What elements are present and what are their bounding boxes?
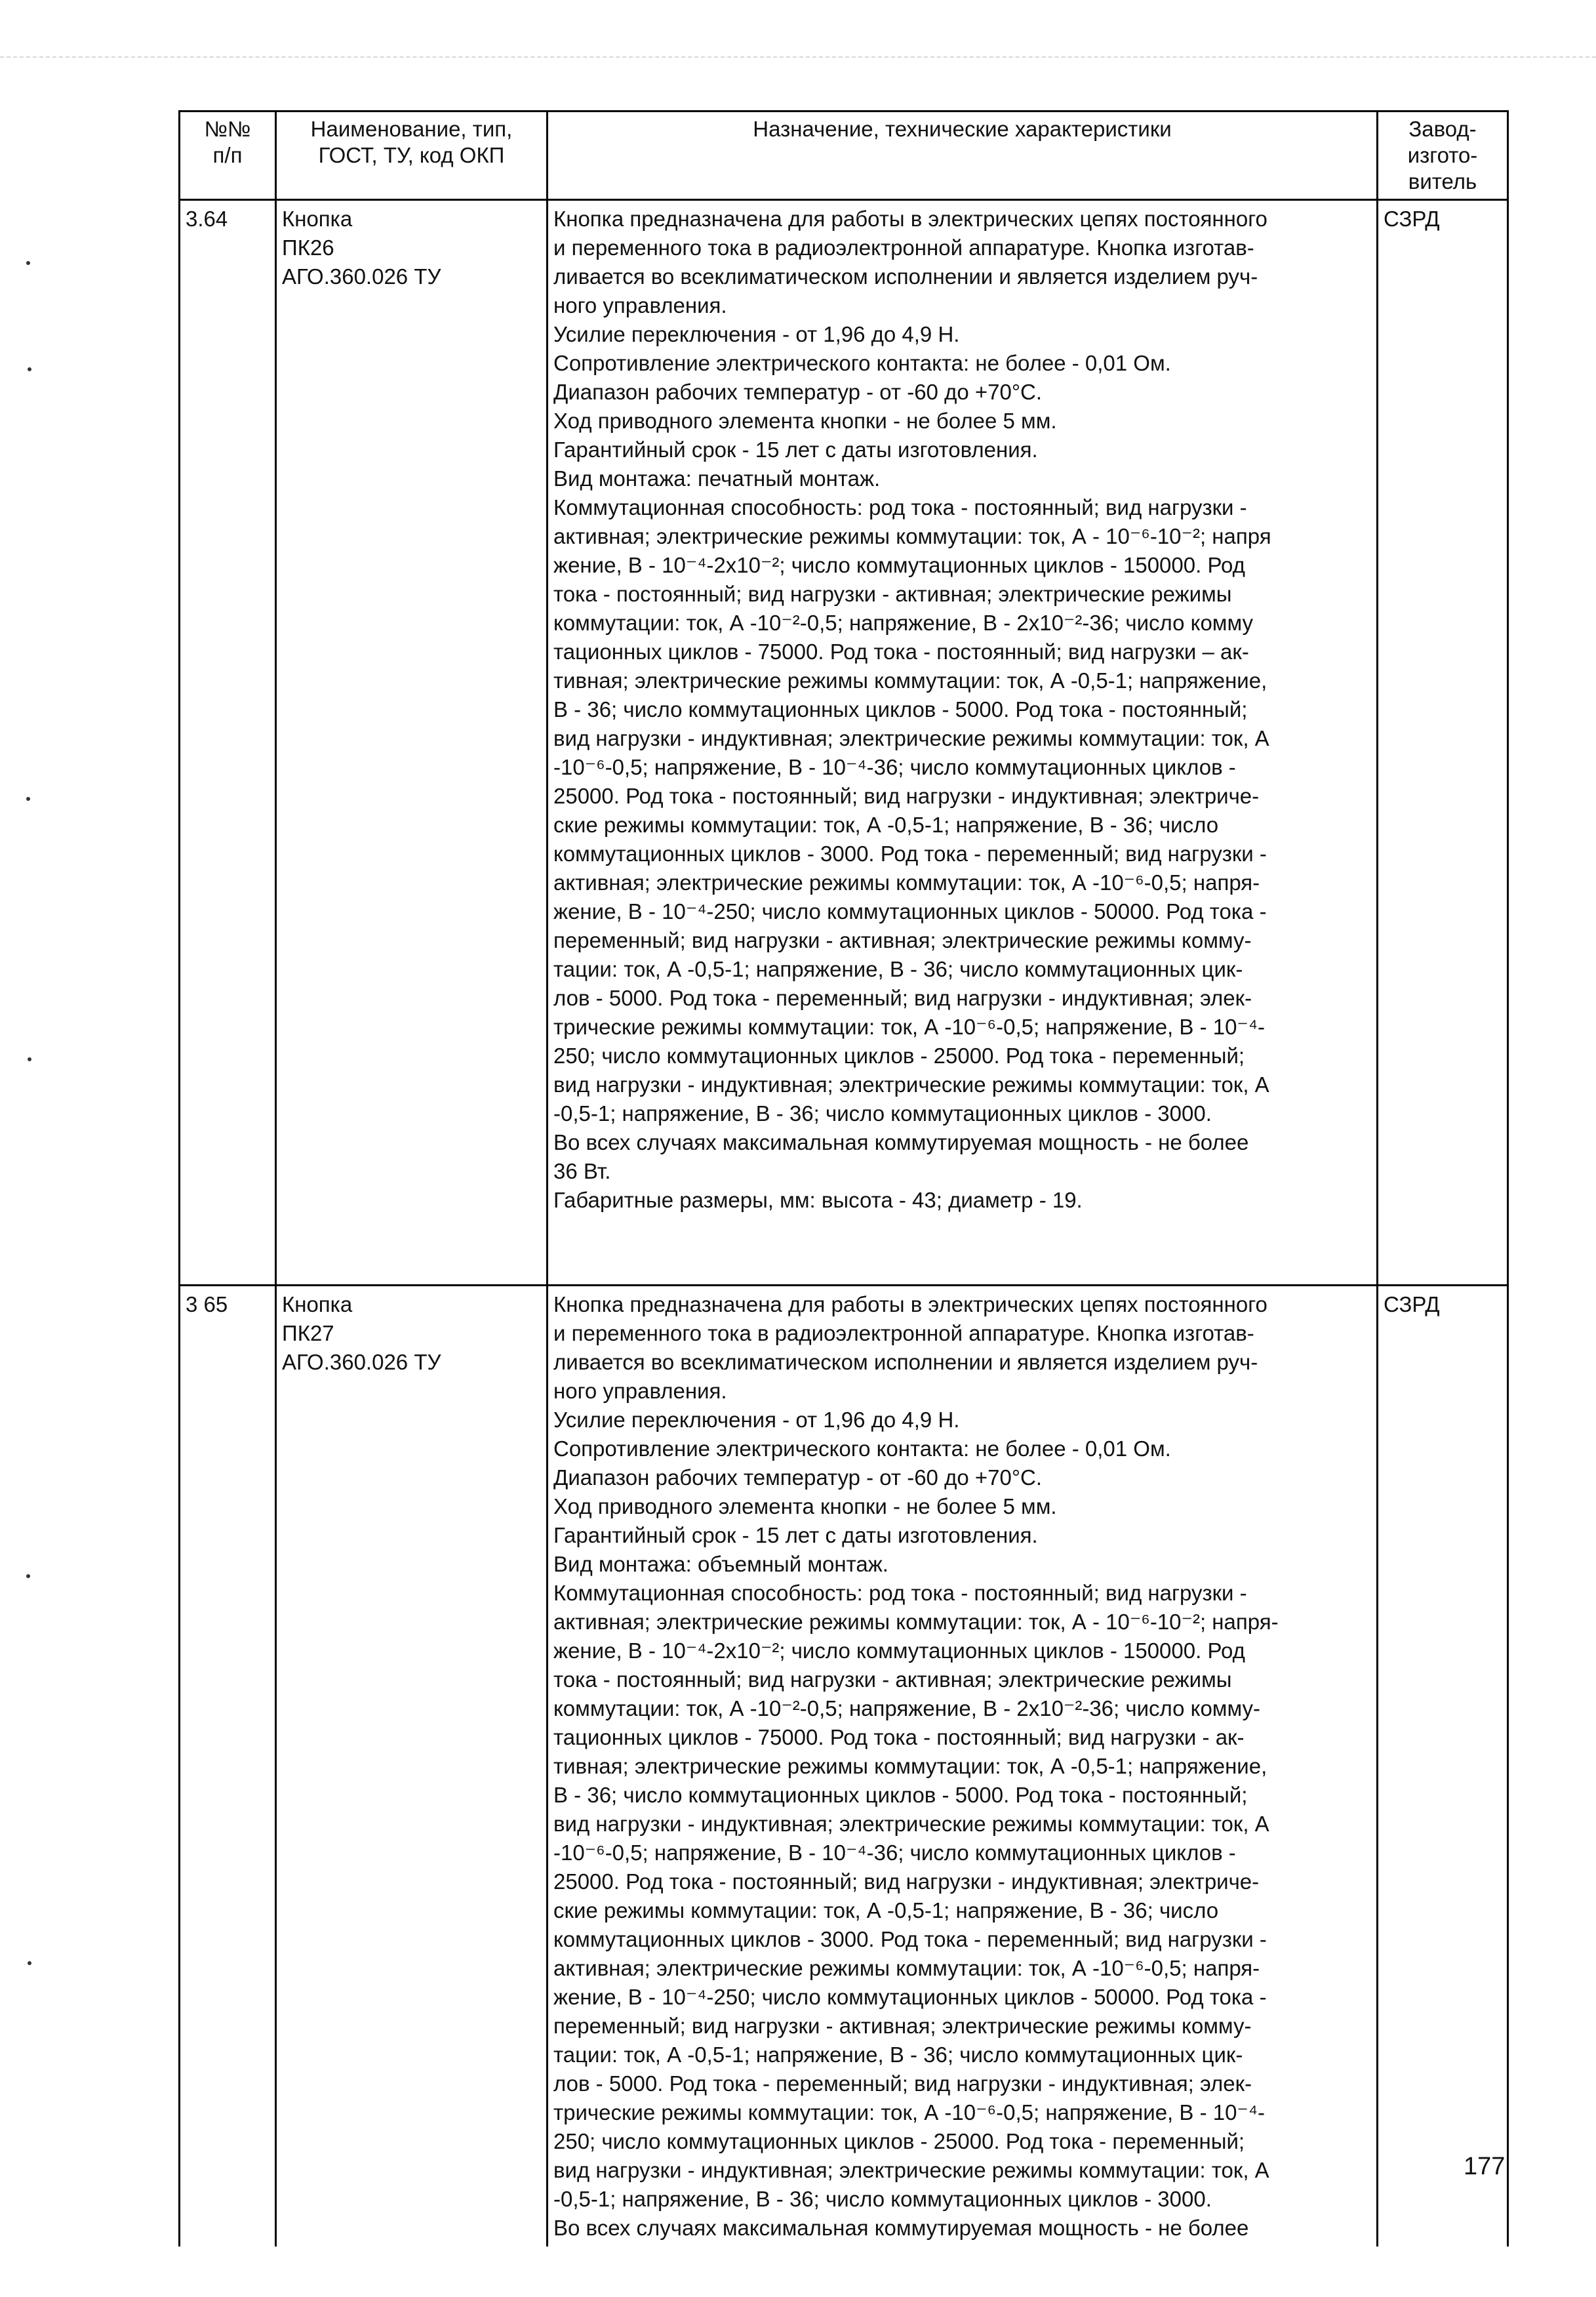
table-row	[180, 200, 1508, 1286]
description-line: Ход приводного элемента кнопки - не более 5 мм.	[553, 409, 1057, 433]
description-line: активная; электрические режимы коммутации: ток, А -10⁻⁶-0,5; напря-	[553, 870, 1260, 895]
scan-speck	[28, 1961, 31, 1965]
row-manufacturer: СЗРД	[1378, 200, 1508, 1286]
description-line: жение, В - 10⁻⁴-250; число коммутационных циклов - 50000. Род тока -	[553, 899, 1267, 924]
description-line: Диапазон рабочих температур - от -60 до +70°С.	[553, 380, 1043, 404]
description-line: тока - постоянный; вид нагрузки - активная; электрические режимы	[553, 582, 1232, 606]
description-line: Гарантийный срок - 15 лет с даты изготовления.	[553, 1523, 1038, 1547]
scan-speck	[26, 261, 30, 265]
description-line: 250; число коммутационных циклов - 25000. Род тока - переменный;	[553, 1044, 1245, 1068]
description-line: тивная; электрические режимы коммутации: ток, А -0,5-1; напряжение,	[553, 668, 1267, 693]
description-line: Сопротивление электрического контакта: не более - 0,01 Ом.	[553, 1436, 1171, 1461]
description-line: трические режимы коммутации: ток, А -10⁻⁶-0,5; напряжение, В - 10⁻⁴-	[553, 1015, 1266, 1039]
description-line: Усилие переключения - от 1,96 до 4,9 Н.	[553, 322, 960, 346]
description-line: 36 Вт.	[553, 1159, 611, 1183]
row-description	[548, 1286, 1378, 2247]
scan-speck	[26, 1574, 30, 1578]
description-line: -10⁻⁶-0,5; напряжение, В - 10⁻⁴-36; число коммутационных циклов -	[553, 1840, 1236, 1865]
description-line: -10⁻⁶-0,5; напряжение, В - 10⁻⁴-36; число коммутационных циклов -	[553, 755, 1236, 779]
description-line: Во всех случаях максимальная коммутируемая мощность - не более	[553, 1130, 1249, 1154]
description-line: 25000. Род тока - постоянный; вид нагрузки - индуктивная; электриче-	[553, 784, 1260, 808]
description-line: тации: ток, А -0,5-1; напряжение, В - 36; число коммутационных цик-	[553, 2043, 1243, 2067]
scan-noise-line	[0, 56, 1596, 59]
header-name: Наименование, тип, ГОСТ, ТУ, код ОКП	[276, 112, 548, 200]
description-line: -0,5-1; напряжение, В - 36; число коммутационных циклов - 3000.	[553, 2187, 1212, 2211]
description-line: Ход приводного элемента кнопки - не более 5 мм.	[553, 1494, 1057, 1518]
description-line: жение, В - 10⁻⁴-250; число коммутационных циклов - 50000. Род тока -	[553, 1985, 1267, 2009]
row-number: 3.64	[180, 200, 276, 1286]
scan-speck	[28, 1057, 31, 1061]
description-line: активная; электрические режимы коммутации: ток, А - 10⁻⁶-10⁻²; напря	[553, 524, 1271, 548]
row-description-lines	[553, 1290, 1371, 2243]
description-line: ские режимы коммутации: ток, А -0,5-1; напряжение, В - 36; число	[553, 1898, 1219, 1922]
description-line: -0,5-1; напряжение, В - 36; число коммутационных циклов - 3000.	[553, 1101, 1212, 1126]
description-line: ливается во всеклиматическом исполнении и является изделием руч-	[553, 264, 1258, 289]
row-name: Кнопка ПК27 АГО.360.026 ТУ	[276, 1286, 548, 2247]
description-line: вид нагрузки - индуктивная; электрические режимы коммутации: ток, А	[553, 1072, 1269, 1097]
spec-table	[178, 110, 1509, 2246]
description-line: активная; электрические режимы коммутации: ток, А - 10⁻⁶-10⁻²; напря-	[553, 1610, 1279, 1634]
description-line: Диапазон рабочих температур - от -60 до +70°С.	[553, 1465, 1043, 1490]
description-line: В - 36; число коммутационных циклов - 5000. Род тока - постоянный;	[553, 1783, 1248, 1807]
row-description	[548, 200, 1378, 1286]
row-description-lines	[553, 205, 1371, 1215]
page-number: 177	[1464, 2153, 1506, 2180]
row-number: 3 65	[180, 1286, 276, 2247]
description-line: жение, В - 10⁻⁴-2х10⁻²; число коммутационных циклов - 150000. Род	[553, 553, 1245, 577]
description-line: тации: ток, А -0,5-1; напряжение, В - 36; число коммутационных цик-	[553, 957, 1243, 981]
description-line: Гарантийный срок - 15 лет с даты изготовления.	[553, 437, 1038, 462]
description-line: Кнопка предназначена для работы в электрических цепях постоянного	[553, 207, 1267, 231]
description-line: тационных циклов - 75000. Род тока - постоянный; вид нагрузки - ак-	[553, 1725, 1245, 1749]
description-line: тационных циклов - 75000. Род тока - постоянный; вид нагрузки – ак-	[553, 640, 1249, 664]
description-line: ливается во всеклиматическом исполнении и является изделием руч-	[553, 1350, 1258, 1374]
description-line: коммутации: ток, А -10⁻²-0,5; напряжение, В - 2х10⁻²-36; число комму-	[553, 1696, 1261, 1720]
header-description: Назначение, технические характеристики	[548, 112, 1378, 200]
description-line: вид нагрузки - индуктивная; электрические режимы коммутации: ток, А	[553, 1812, 1269, 1836]
description-line: 25000. Род тока - постоянный; вид нагрузки - индуктивная; электриче-	[553, 1869, 1260, 1894]
description-line: Кнопка предназначена для работы в электрических цепях постоянного	[553, 1292, 1267, 1316]
description-line: трические режимы коммутации: ток, А -10⁻⁶-0,5; напряжение, В - 10⁻⁴-	[553, 2100, 1266, 2124]
description-line: Вид монтажа: печатный монтаж.	[553, 466, 881, 491]
description-line: ного управления.	[553, 1379, 727, 1403]
description-line: ские режимы коммутации: ток, А -0,5-1; напряжение, В - 36; число	[553, 813, 1219, 837]
description-line: Сопротивление электрического контакта: не более - 0,01 Ом.	[553, 351, 1171, 375]
description-line: коммутационных циклов - 3000. Род тока - переменный; вид нагрузки -	[553, 1927, 1267, 1951]
description-line: переменный; вид нагрузки - активная; электрические режимы комму-	[553, 2014, 1252, 2038]
description-line: Усилие переключения - от 1,96 до 4,9 Н.	[553, 1408, 960, 1432]
description-line: активная; электрические режимы коммутации: ток, А -10⁻⁶-0,5; напря-	[553, 1956, 1260, 1980]
description-line: тивная; электрические режимы коммутации: ток, А -0,5-1; напряжение,	[553, 1754, 1267, 1778]
description-line: Коммутационная способность: род тока - постоянный; вид нагрузки -	[553, 495, 1247, 519]
description-line: тока - постоянный; вид нагрузки - активная; электрические режимы	[553, 1667, 1232, 1692]
description-line: вид нагрузки - индуктивная; электрические режимы коммутации: ток, А	[553, 726, 1269, 750]
description-line: коммутационных циклов - 3000. Род тока - переменный; вид нагрузки -	[553, 842, 1267, 866]
table-header-row	[180, 112, 1508, 200]
description-line: ного управления.	[553, 293, 727, 317]
description-line: и переменного тока в радиоэлектронной аппаратуре. Кнопка изготав-	[553, 235, 1254, 260]
description-line: 250; число коммутационных циклов - 25000. Род тока - переменный;	[553, 2129, 1245, 2153]
header-number: №№ п/п	[180, 112, 276, 200]
description-line: жение, В - 10⁻⁴-2х10⁻²; число коммутационных циклов - 150000. Род	[553, 1638, 1245, 1663]
description-line: переменный; вид нагрузки - активная; электрические режимы комму-	[553, 928, 1252, 952]
description-line: лов - 5000. Род тока - переменный; вид нагрузки - индуктивная; элек-	[553, 986, 1252, 1010]
description-line: Габаритные размеры, мм: высота - 43; диаметр - 19.	[553, 1188, 1083, 1212]
header-manufacturer: Завод- изгото- витель	[1378, 112, 1508, 200]
row-name: Кнопка ПК26 АГО.360.026 ТУ	[276, 200, 548, 1286]
description-line: вид нагрузки - индуктивная; электрические режимы коммутации: ток, А	[553, 2158, 1269, 2182]
scan-speck	[28, 367, 31, 371]
description-line: коммутации: ток, А -10⁻²-0,5; напряжение, В - 2х10⁻²-36; число комму	[553, 611, 1254, 635]
row-manufacturer: СЗРД	[1378, 1286, 1508, 2247]
description-line: и переменного тока в радиоэлектронной аппаратуре. Кнопка изготав-	[553, 1321, 1254, 1345]
description-line: Вид монтажа: объемный монтаж.	[553, 1552, 888, 1576]
scan-speck	[26, 797, 30, 801]
description-line: В - 36; число коммутационных циклов - 5000. Род тока - постоянный;	[553, 697, 1248, 722]
description-line: Коммутационная способность: род тока - постоянный; вид нагрузки -	[553, 1581, 1247, 1605]
description-line: Во всех случаях максимальная коммутируемая мощность - не более	[553, 2216, 1249, 2240]
description-line: лов - 5000. Род тока - переменный; вид нагрузки - индуктивная; элек-	[553, 2071, 1252, 2096]
table-row	[180, 1286, 1508, 2247]
